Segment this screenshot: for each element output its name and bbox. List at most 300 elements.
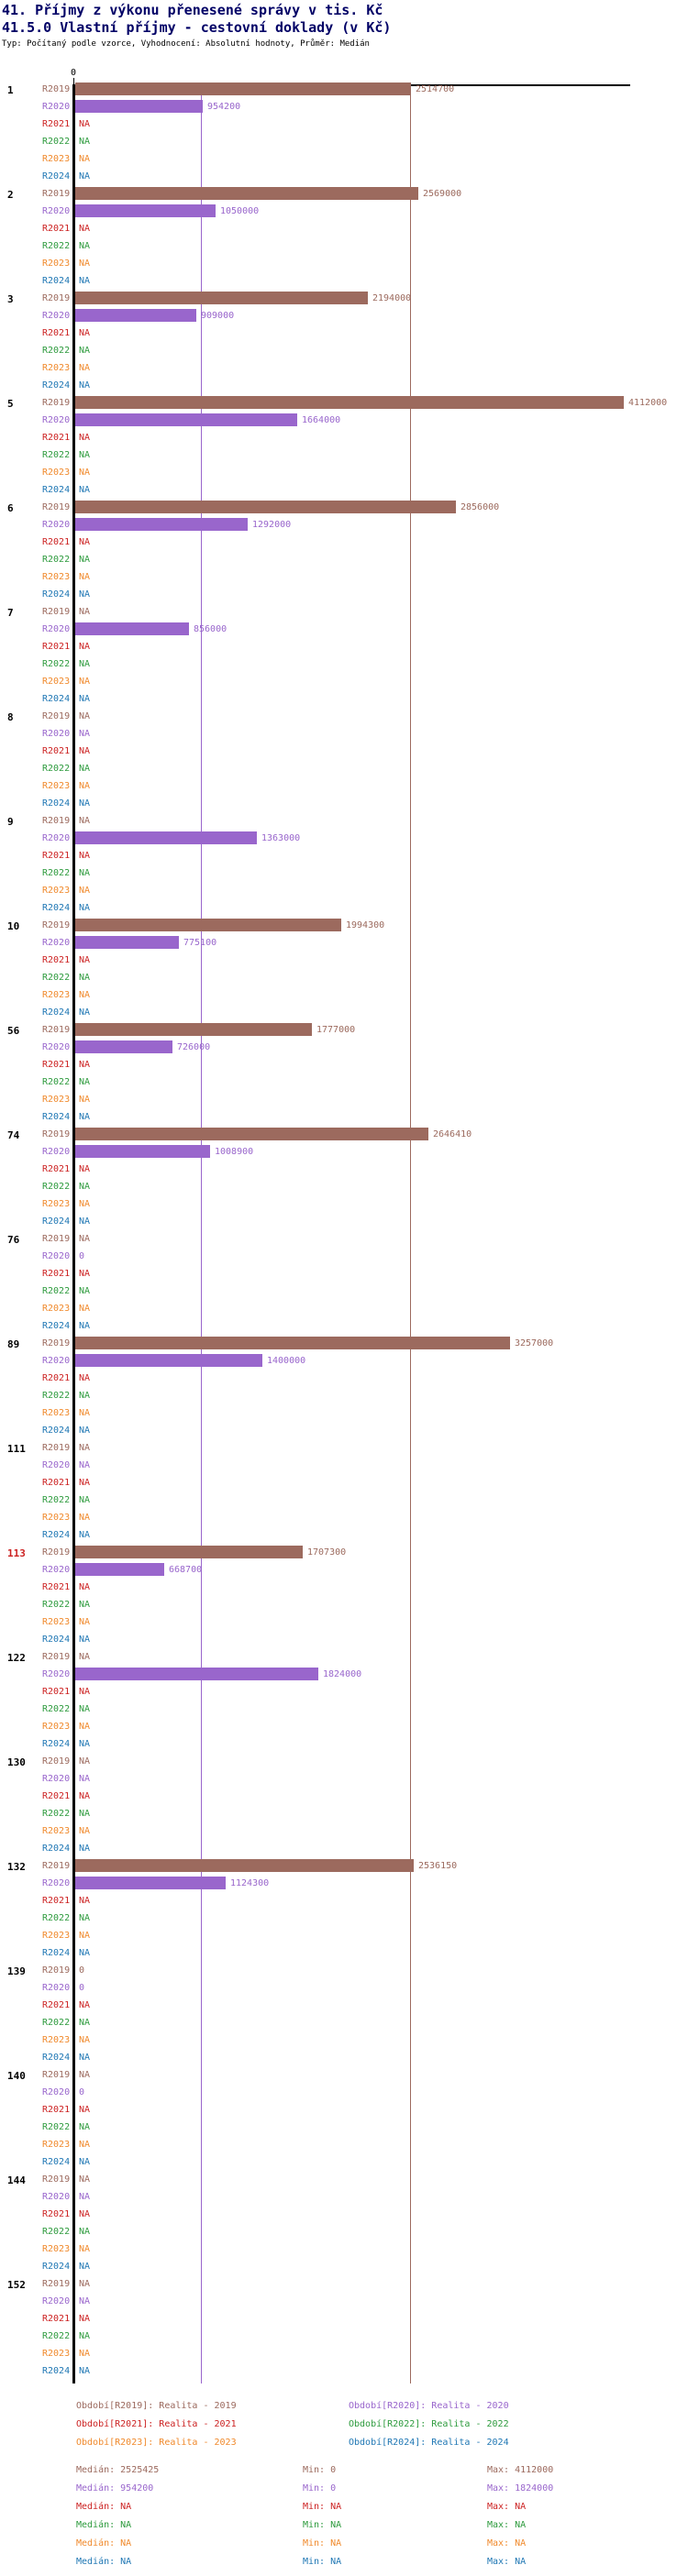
row-label: R2020 bbox=[42, 520, 71, 530]
legend-item: Období[R2019]: Realita - 2019 bbox=[76, 2401, 237, 2411]
na-value: NA bbox=[79, 485, 91, 495]
row-label: R2021 bbox=[42, 1791, 71, 1801]
na-value: NA bbox=[79, 119, 91, 129]
row-label: R2024 bbox=[42, 1216, 71, 1227]
row-label: R2022 bbox=[42, 1704, 71, 1714]
bar bbox=[75, 518, 248, 531]
na-value: NA bbox=[79, 1739, 91, 1749]
na-value: NA bbox=[79, 1582, 91, 1592]
na-value: NA bbox=[79, 1095, 91, 1105]
group-label: 122 bbox=[7, 1652, 26, 1664]
bar bbox=[75, 187, 418, 200]
bar bbox=[75, 309, 196, 322]
row-label: R2020 bbox=[42, 415, 71, 425]
row-label: R2022 bbox=[42, 1600, 71, 1610]
bar bbox=[75, 1563, 164, 1576]
row-label: R2021 bbox=[42, 1269, 71, 1279]
bar-value: 1664000 bbox=[302, 415, 341, 425]
na-value: NA bbox=[79, 677, 91, 687]
na-value: NA bbox=[79, 1408, 91, 1418]
na-value: NA bbox=[79, 955, 91, 965]
row-label: R2022 bbox=[42, 1809, 71, 1819]
group-label: 130 bbox=[7, 1756, 26, 1768]
na-value: NA bbox=[79, 851, 91, 861]
stat-max: Max: NA bbox=[487, 2557, 527, 2567]
bar-value: 954200 bbox=[207, 102, 241, 112]
row-label: R2022 bbox=[42, 241, 71, 251]
bar-value: 1008900 bbox=[215, 1147, 254, 1157]
row-label: R2024 bbox=[42, 1321, 71, 1331]
row-label: R2020 bbox=[42, 2087, 71, 2097]
row-label: R2023 bbox=[42, 2349, 71, 2359]
na-value: NA bbox=[79, 711, 91, 721]
na-value: NA bbox=[79, 729, 91, 739]
na-value: NA bbox=[79, 1426, 91, 1436]
na-value: NA bbox=[79, 2157, 91, 2167]
bar bbox=[75, 396, 624, 409]
row-label: R2019 bbox=[42, 1861, 71, 1871]
bar-value: 1777000 bbox=[316, 1025, 356, 1035]
bar bbox=[75, 622, 189, 635]
na-value: NA bbox=[79, 572, 91, 582]
bar bbox=[75, 1354, 262, 1367]
row-label: R2023 bbox=[42, 990, 71, 1000]
row-label: R2020 bbox=[42, 1356, 71, 1366]
bar bbox=[75, 1877, 226, 1889]
na-value: NA bbox=[79, 1635, 91, 1645]
row-label: R2024 bbox=[42, 1844, 71, 1854]
row-label: R2019 bbox=[42, 1443, 71, 1453]
row-label: R2022 bbox=[42, 346, 71, 356]
row-label: R2021 bbox=[42, 1582, 71, 1592]
na-value: NA bbox=[79, 1234, 91, 1244]
stat-median: Medián: 954200 bbox=[76, 2483, 154, 2493]
bar-value: 4112000 bbox=[628, 398, 668, 408]
na-value: NA bbox=[79, 1007, 91, 1018]
bar bbox=[75, 1337, 510, 1349]
row-label: R2020 bbox=[42, 1983, 71, 1993]
bar-value: 856000 bbox=[194, 624, 227, 634]
row-label: R2019 bbox=[42, 2279, 71, 2289]
bar-value: 1050000 bbox=[220, 206, 260, 216]
na-value: NA bbox=[79, 2140, 91, 2150]
na-value: NA bbox=[79, 1530, 91, 1540]
na-value: NA bbox=[79, 2035, 91, 2045]
na-value: NA bbox=[79, 537, 91, 547]
stat-min: Min: NA bbox=[303, 2502, 342, 2512]
row-label: R2022 bbox=[42, 450, 71, 460]
na-value: NA bbox=[79, 1913, 91, 1923]
na-value: NA bbox=[79, 1791, 91, 1801]
row-label: R2024 bbox=[42, 2053, 71, 2063]
na-value: NA bbox=[79, 589, 91, 600]
na-value: NA bbox=[79, 137, 91, 147]
chart-meta: Typ: Počítaný podle vzorce, Vyhodnocení: Absolutní hodnoty, Průměr: Medián bbox=[2, 39, 370, 49]
row-label: R2024 bbox=[42, 589, 71, 600]
na-value: NA bbox=[79, 1182, 91, 1192]
na-value: NA bbox=[79, 346, 91, 356]
bar bbox=[75, 1040, 172, 1053]
row-label: R2024 bbox=[42, 694, 71, 704]
legend-item: Období[R2022]: Realita - 2022 bbox=[349, 2419, 509, 2429]
row-label: R2019 bbox=[42, 1129, 71, 1139]
row-label: R2021 bbox=[42, 2209, 71, 2219]
row-label: R2019 bbox=[42, 920, 71, 930]
na-value: NA bbox=[79, 2314, 91, 2324]
na-value: NA bbox=[79, 1199, 91, 1209]
row-label: R2019 bbox=[42, 816, 71, 826]
row-label: R2024 bbox=[42, 2366, 71, 2376]
na-value: NA bbox=[79, 241, 91, 251]
row-label: R2021 bbox=[42, 2105, 71, 2115]
na-value: NA bbox=[79, 1216, 91, 1227]
row-label: R2020 bbox=[42, 624, 71, 634]
row-label: R2020 bbox=[42, 1460, 71, 1470]
row-label: R2024 bbox=[42, 903, 71, 913]
stat-min: Min: NA bbox=[303, 2520, 342, 2530]
median-line-r2019 bbox=[410, 84, 411, 2383]
bar bbox=[75, 1128, 428, 1140]
stat-max: Max: NA bbox=[487, 2520, 527, 2530]
na-value: NA bbox=[79, 1060, 91, 1070]
row-label: R2023 bbox=[42, 2035, 71, 2045]
bar bbox=[75, 1668, 318, 1680]
na-value: NA bbox=[79, 973, 91, 983]
group-label: 5 bbox=[7, 398, 14, 410]
bar bbox=[75, 83, 411, 95]
na-value: NA bbox=[79, 276, 91, 286]
na-value: NA bbox=[79, 607, 91, 617]
group-label: 74 bbox=[7, 1129, 20, 1141]
zero-value: 0 bbox=[79, 1983, 85, 1993]
na-value: NA bbox=[79, 659, 91, 669]
na-value: NA bbox=[79, 694, 91, 704]
na-value: NA bbox=[79, 1391, 91, 1401]
bar bbox=[75, 1023, 312, 1036]
na-value: NA bbox=[79, 1826, 91, 1836]
row-label: R2022 bbox=[42, 2122, 71, 2132]
row-label: R2022 bbox=[42, 1182, 71, 1192]
group-label: 1 bbox=[7, 84, 14, 96]
row-label: R2024 bbox=[42, 1948, 71, 1958]
row-label: R2021 bbox=[42, 2000, 71, 2010]
na-value: NA bbox=[79, 2262, 91, 2272]
row-label: R2020 bbox=[42, 1251, 71, 1261]
group-label: 9 bbox=[7, 816, 14, 828]
row-label: R2021 bbox=[42, 1478, 71, 1488]
row-label: R2020 bbox=[42, 1147, 71, 1157]
na-value: NA bbox=[79, 2053, 91, 2063]
row-label: R2020 bbox=[42, 102, 71, 112]
row-label: R2023 bbox=[42, 1617, 71, 1627]
na-value: NA bbox=[79, 259, 91, 269]
row-label: R2019 bbox=[42, 293, 71, 303]
row-label: R2022 bbox=[42, 555, 71, 565]
axis-tick bbox=[73, 78, 74, 84]
row-label: R2024 bbox=[42, 798, 71, 809]
row-label: R2019 bbox=[42, 84, 71, 94]
bar bbox=[75, 831, 257, 844]
legend-item: Období[R2024]: Realita - 2024 bbox=[349, 2438, 509, 2448]
na-value: NA bbox=[79, 2279, 91, 2289]
bar-value: 2856000 bbox=[461, 502, 500, 512]
row-label: R2020 bbox=[42, 938, 71, 948]
row-label: R2020 bbox=[42, 311, 71, 321]
bar-value: 1994300 bbox=[346, 920, 385, 930]
na-value: NA bbox=[79, 1652, 91, 1662]
row-label: R2019 bbox=[42, 189, 71, 199]
group-label: 89 bbox=[7, 1338, 20, 1350]
na-value: NA bbox=[79, 764, 91, 774]
row-label: R2023 bbox=[42, 1931, 71, 1941]
row-label: R2023 bbox=[42, 886, 71, 896]
row-label: R2020 bbox=[42, 206, 71, 216]
row-label: R2023 bbox=[42, 154, 71, 164]
row-label: R2022 bbox=[42, 1913, 71, 1923]
row-label: R2019 bbox=[42, 1652, 71, 1662]
row-label: R2020 bbox=[42, 1042, 71, 1052]
bar bbox=[75, 1546, 303, 1558]
row-label: R2019 bbox=[42, 1756, 71, 1767]
stat-min: Min: 0 bbox=[303, 2465, 337, 2475]
na-value: NA bbox=[79, 2227, 91, 2237]
row-label: R2023 bbox=[42, 1199, 71, 1209]
row-label: R2019 bbox=[42, 1965, 71, 1976]
row-label: R2024 bbox=[42, 2262, 71, 2272]
na-value: NA bbox=[79, 1600, 91, 1610]
bar-value: 726000 bbox=[177, 1042, 211, 1052]
row-label: R2019 bbox=[42, 1234, 71, 1244]
row-label: R2019 bbox=[42, 398, 71, 408]
bar bbox=[75, 501, 456, 513]
na-value: NA bbox=[79, 380, 91, 391]
bar bbox=[75, 413, 297, 426]
bar-value: 2536150 bbox=[418, 1861, 458, 1871]
na-value: NA bbox=[79, 2105, 91, 2115]
na-value: NA bbox=[79, 1460, 91, 1470]
bar-value: 1707300 bbox=[307, 1547, 347, 1558]
row-label: R2022 bbox=[42, 659, 71, 669]
row-label: R2019 bbox=[42, 2174, 71, 2185]
row-label: R2024 bbox=[42, 1112, 71, 1122]
row-label: R2021 bbox=[42, 537, 71, 547]
na-value: NA bbox=[79, 1269, 91, 1279]
y-axis-line bbox=[72, 84, 75, 2383]
group-label: 8 bbox=[7, 711, 14, 723]
row-label: R2024 bbox=[42, 1635, 71, 1645]
row-label: R2024 bbox=[42, 171, 71, 182]
na-value: NA bbox=[79, 868, 91, 878]
na-value: NA bbox=[79, 1896, 91, 1906]
row-label: R2019 bbox=[42, 1338, 71, 1349]
row-label: R2023 bbox=[42, 1304, 71, 1314]
row-label: R2021 bbox=[42, 1060, 71, 1070]
row-label: R2023 bbox=[42, 677, 71, 687]
row-label: R2022 bbox=[42, 1391, 71, 1401]
na-value: NA bbox=[79, 642, 91, 652]
row-label: R2022 bbox=[42, 2018, 71, 2028]
row-label: R2024 bbox=[42, 380, 71, 391]
bar bbox=[75, 936, 179, 949]
na-value: NA bbox=[79, 2331, 91, 2341]
bar-value: 3257000 bbox=[515, 1338, 554, 1349]
group-label: 7 bbox=[7, 607, 14, 619]
bar-value: 2514700 bbox=[416, 84, 455, 94]
group-label: 3 bbox=[7, 293, 14, 305]
row-label: R2023 bbox=[42, 1095, 71, 1105]
na-value: NA bbox=[79, 363, 91, 373]
row-label: R2023 bbox=[42, 1722, 71, 1732]
na-value: NA bbox=[79, 1756, 91, 1767]
row-label: R2019 bbox=[42, 502, 71, 512]
row-label: R2021 bbox=[42, 2314, 71, 2324]
row-label: R2021 bbox=[42, 1896, 71, 1906]
row-label: R2022 bbox=[42, 764, 71, 774]
bar bbox=[75, 100, 203, 113]
na-value: NA bbox=[79, 2070, 91, 2080]
bar-value: 668700 bbox=[169, 1565, 203, 1575]
row-label: R2020 bbox=[42, 2296, 71, 2306]
na-value: NA bbox=[79, 2296, 91, 2306]
row-label: R2023 bbox=[42, 363, 71, 373]
stat-max: Max: 4112000 bbox=[487, 2465, 554, 2475]
row-label: R2024 bbox=[42, 485, 71, 495]
row-label: R2024 bbox=[42, 276, 71, 286]
row-label: R2020 bbox=[42, 729, 71, 739]
group-label: 132 bbox=[7, 1861, 26, 1873]
na-value: NA bbox=[79, 1443, 91, 1453]
chart-subtitle: 41.5.0 Vlastní příjmy - cestovní doklady (v Kč) bbox=[2, 19, 392, 36]
row-label: R2021 bbox=[42, 119, 71, 129]
na-value: NA bbox=[79, 1513, 91, 1523]
na-value: NA bbox=[79, 1304, 91, 1314]
bar-value: 1363000 bbox=[261, 833, 301, 843]
row-label: R2023 bbox=[42, 1408, 71, 1418]
row-label: R2021 bbox=[42, 328, 71, 338]
group-label: 56 bbox=[7, 1025, 20, 1037]
row-label: R2021 bbox=[42, 955, 71, 965]
na-value: NA bbox=[79, 224, 91, 234]
na-value: NA bbox=[79, 171, 91, 182]
row-label: R2023 bbox=[42, 2244, 71, 2254]
row-label: R2024 bbox=[42, 2157, 71, 2167]
na-value: NA bbox=[79, 1478, 91, 1488]
row-label: R2022 bbox=[42, 973, 71, 983]
na-value: NA bbox=[79, 903, 91, 913]
na-value: NA bbox=[79, 2244, 91, 2254]
row-label: R2022 bbox=[42, 137, 71, 147]
row-label: R2022 bbox=[42, 1286, 71, 1296]
na-value: NA bbox=[79, 2192, 91, 2202]
na-value: NA bbox=[79, 1687, 91, 1697]
row-label: R2021 bbox=[42, 1164, 71, 1174]
chart-title: 41. Příjmy z výkonu přenesené správy v tis. Kč bbox=[2, 2, 383, 18]
bar-value: 1124300 bbox=[230, 1878, 270, 1888]
na-value: NA bbox=[79, 1495, 91, 1505]
na-value: NA bbox=[79, 1286, 91, 1296]
row-label: R2024 bbox=[42, 1007, 71, 1018]
bar-value: 909000 bbox=[201, 311, 235, 321]
zero-value: 0 bbox=[79, 1251, 85, 1261]
axis-zero-label: 0 bbox=[70, 68, 77, 78]
na-value: NA bbox=[79, 1809, 91, 1819]
na-value: NA bbox=[79, 1321, 91, 1331]
na-value: NA bbox=[79, 1722, 91, 1732]
row-label: R2022 bbox=[42, 2331, 71, 2341]
stat-min: Min: NA bbox=[303, 2557, 342, 2567]
stat-median: Medián: NA bbox=[76, 2502, 132, 2512]
bar-value: 1824000 bbox=[323, 1669, 362, 1679]
stat-median: Medián: NA bbox=[76, 2520, 132, 2530]
row-label: R2019 bbox=[42, 607, 71, 617]
row-label: R2021 bbox=[42, 642, 71, 652]
bar-value: 775100 bbox=[183, 938, 217, 948]
row-label: R2021 bbox=[42, 433, 71, 443]
bar-value: 1400000 bbox=[267, 1356, 306, 1366]
na-value: NA bbox=[79, 798, 91, 809]
row-label: R2020 bbox=[42, 1774, 71, 1784]
na-value: NA bbox=[79, 746, 91, 756]
row-label: R2019 bbox=[42, 2070, 71, 2080]
bar-value: 2646410 bbox=[433, 1129, 472, 1139]
bar bbox=[75, 204, 216, 217]
row-label: R2019 bbox=[42, 1547, 71, 1558]
row-label: R2020 bbox=[42, 2192, 71, 2202]
group-label: 113 bbox=[7, 1547, 26, 1559]
group-label: 2 bbox=[7, 189, 14, 201]
bar-value: 2194000 bbox=[372, 293, 412, 303]
stat-max: Max: NA bbox=[487, 2538, 527, 2548]
bar bbox=[75, 1859, 414, 1872]
row-label: R2021 bbox=[42, 851, 71, 861]
row-label: R2024 bbox=[42, 1739, 71, 1749]
stat-max: Max: NA bbox=[487, 2502, 527, 2512]
stat-median: Medián: 2525425 bbox=[76, 2465, 160, 2475]
stat-max: Max: 1824000 bbox=[487, 2483, 554, 2493]
legend-item: Období[R2020]: Realita - 2020 bbox=[349, 2401, 509, 2411]
row-label: R2023 bbox=[42, 1513, 71, 1523]
row-label: R2024 bbox=[42, 1426, 71, 1436]
na-value: NA bbox=[79, 781, 91, 791]
bar bbox=[75, 292, 368, 304]
na-value: NA bbox=[79, 1164, 91, 1174]
na-value: NA bbox=[79, 1617, 91, 1627]
row-label: R2022 bbox=[42, 868, 71, 878]
na-value: NA bbox=[79, 1112, 91, 1122]
row-label: R2020 bbox=[42, 1669, 71, 1679]
group-label: 6 bbox=[7, 502, 14, 514]
row-label: R2023 bbox=[42, 1826, 71, 1836]
row-label: R2023 bbox=[42, 572, 71, 582]
na-value: NA bbox=[79, 2122, 91, 2132]
na-value: NA bbox=[79, 1077, 91, 1087]
row-label: R2024 bbox=[42, 1530, 71, 1540]
na-value: NA bbox=[79, 2349, 91, 2359]
group-label: 139 bbox=[7, 1965, 26, 1977]
stat-min: Min: 0 bbox=[303, 2483, 337, 2493]
row-label: R2022 bbox=[42, 1077, 71, 1087]
na-value: NA bbox=[79, 1774, 91, 1784]
bar bbox=[75, 919, 341, 931]
legend-item: Období[R2023]: Realita - 2023 bbox=[76, 2438, 237, 2448]
group-label: 10 bbox=[7, 920, 20, 932]
bar-value: 1292000 bbox=[252, 520, 292, 530]
group-label: 144 bbox=[7, 2174, 26, 2186]
na-value: NA bbox=[79, 468, 91, 478]
row-label: R2023 bbox=[42, 259, 71, 269]
row-label: R2021 bbox=[42, 1373, 71, 1383]
median-line-r2020 bbox=[201, 84, 202, 2383]
